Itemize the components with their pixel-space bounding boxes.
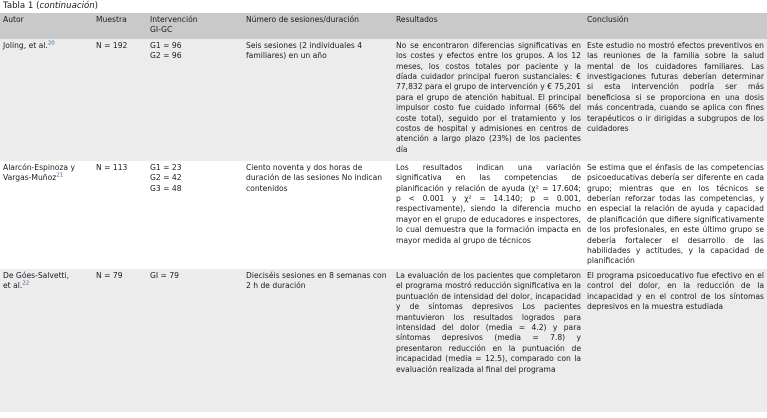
table-row bbox=[0, 39, 767, 161]
autor-name: Alarcón-Espinoza y bbox=[3, 162, 75, 172]
group-size: G2 = 96 bbox=[150, 51, 182, 61]
cell-autor bbox=[0, 39, 93, 161]
cell-resultados: Los resultados indican una variación significativa en las competencias de planificación y relación de ayuda (χ² = 17.604; p < 0.001 y χ² = 14.140; p = 0.001, respectivamente), siendo la diferencia mucho mayor en el grupo de educadores e inspectores, lo cual demuestra que la formación impacta en mayor medida al grupo de técnicos bbox=[393, 161, 584, 269]
cell-autor bbox=[0, 269, 93, 412]
group-size: G1 = 96 bbox=[150, 40, 182, 50]
reference-link[interactable]: 20 bbox=[47, 40, 55, 47]
cell-resultados: La evaluación de los pacientes que completaron el programa mostró reducción significativa en la puntuación de intensidad del dolor, incapacidad y de síntomas depresivos Los pacientes mantuvieron los resultados logrados para intensidad del dolor (media = 4.2) y para síntomas depresivos (media = 7.8) y presentaron reducción en la puntuación de incapacidad (media = 12.5), comparado con la evaluación realizada al final del programa bbox=[393, 269, 584, 412]
header-intervencion-line2: GI-GC bbox=[150, 25, 173, 35]
cell-sesiones: Ciento noventa y dos horas de duración de las sesiones No indican contenidos bbox=[243, 161, 393, 269]
cell-muestra: N = 79 bbox=[93, 269, 147, 412]
autor-name: Vargas-Muñoz bbox=[3, 173, 57, 183]
header-resultados: Resultados bbox=[393, 13, 584, 39]
reference-link[interactable]: 21 bbox=[56, 172, 64, 179]
group-size: G2 = 42 bbox=[150, 173, 182, 183]
cell-sesiones: Dieciséis sesiones en 8 semanas con 2 h de duración bbox=[243, 269, 393, 412]
group-size: GI = 79 bbox=[150, 270, 179, 280]
table-row bbox=[0, 269, 767, 412]
caption-italic: continuación bbox=[39, 1, 95, 11]
header-sesiones: Número de sesiones/duración bbox=[243, 13, 393, 39]
autor-name: Joling, et al. bbox=[3, 40, 48, 50]
cell-intervencion bbox=[147, 161, 243, 269]
cell-muestra: N = 192 bbox=[93, 39, 147, 161]
cell-intervencion bbox=[147, 269, 243, 412]
header-conclusion: Conclusión bbox=[584, 13, 767, 39]
cell-sesiones: Seis sesiones (2 individuales 4 familiares) en un año bbox=[243, 39, 393, 161]
cell-conclusion: El programa psicoeducativo fue efectivo en el control del dolor, en la reducción de la incapacidad y en el control de los síntomas depresivos en la muestra estudiada bbox=[584, 269, 767, 412]
cell-muestra: N = 113 bbox=[93, 161, 147, 269]
header-muestra: Muestra bbox=[93, 13, 147, 39]
cell-conclusion: Este estudio no mostró efectos preventivos en las reuniones de la familia sobre la salud mental de los cuidadores familiares. Las investigaciones futuras deberían determinar si esta intervención podría ser más beneficiosa si se proporciona en una dosis más concentrada, cuando se aplica con fines terapéuticos o ir dirigidas a subgrupos de los cuidadores bbox=[584, 39, 767, 161]
reference-link[interactable]: 22 bbox=[22, 280, 30, 287]
caption-prefix: Tabla 1 ( bbox=[3, 1, 40, 11]
header-autor: Autor bbox=[0, 13, 93, 39]
header-intervencion-line1: Intervención bbox=[150, 15, 198, 24]
autor-name: De Góes-Salvetti, bbox=[3, 270, 70, 280]
table-caption bbox=[3, 1, 98, 12]
header-intervencion bbox=[147, 13, 243, 39]
caption-suffix: ) bbox=[94, 1, 99, 11]
group-size: G3 = 48 bbox=[150, 183, 182, 193]
table-row bbox=[0, 161, 767, 269]
header-row bbox=[0, 13, 767, 39]
cell-intervencion bbox=[147, 39, 243, 161]
studies-table bbox=[0, 13, 767, 412]
cell-autor bbox=[0, 161, 93, 269]
group-size: G1 = 23 bbox=[150, 162, 182, 172]
cell-conclusion: Se estima que el énfasis de las competencias psicoeducativas debería ser diferente en cada grupo; mientras que en los técnicos se deberían reforzar todas las competencias, y en especial la relación de ayuda y capacidad de planificación que difiere significativamente de los profesionales, en este último grupo se debería fortalecer el desarrollo de las habilidades y actitudes, y la capacidad de planificación bbox=[584, 161, 767, 269]
autor-name: et al. bbox=[3, 281, 23, 291]
cell-resultados: No se encontraron diferencias significativas en los costes y efectos entre los grupos. A los 12 meses, los costos totales por paciente y la díada cuidador principal fueron sustanciales: € 77,832 para el grupo de intervención y € 75,201 para el grupo de atención habitual. El principal impulsor costo fue cuidado informal (66% del coste total), seguido por el tratamiento y los costos de hospital y admisiones en centros de atención a largo plazo (23%) de los pacientes día bbox=[393, 39, 584, 161]
